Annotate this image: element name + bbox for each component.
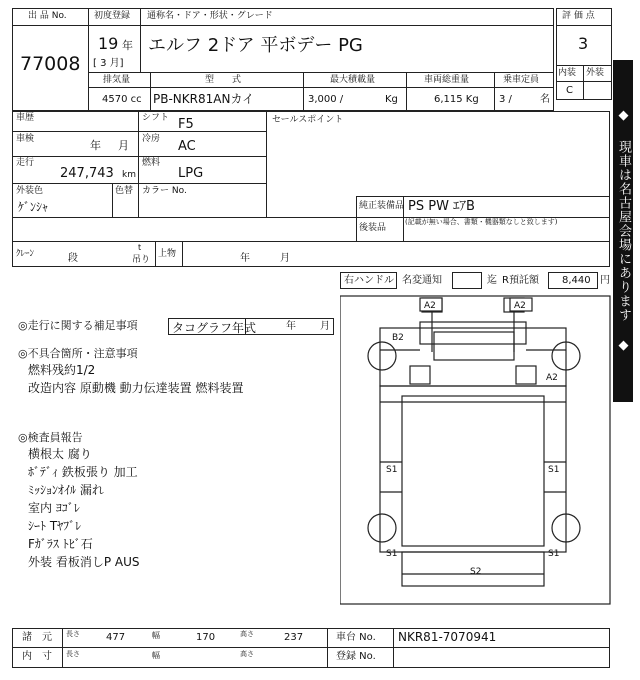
inspector-item: 外装 看板消しP AUS bbox=[28, 555, 140, 569]
wheel-rear-left bbox=[368, 514, 396, 542]
name-label: 通称名・ドア・形状・グレード bbox=[147, 11, 273, 21]
inspector-item: 室内 ﾖｺﾞﾚ bbox=[28, 501, 80, 515]
reg-year-unit: 年 bbox=[122, 39, 133, 52]
cargo-floor bbox=[402, 396, 544, 546]
steering: 右ハンドル bbox=[344, 275, 394, 286]
inspection-label: 車検 bbox=[16, 134, 35, 144]
fuel: LPG bbox=[178, 166, 204, 181]
tacho-month: 月 bbox=[320, 321, 330, 332]
capacity-unit: 名 bbox=[540, 94, 550, 105]
equipment: PS PW ｴｱB bbox=[408, 199, 475, 214]
model-label: 型 式 bbox=[205, 75, 242, 85]
score-box bbox=[556, 8, 612, 100]
lot-no: 77008 bbox=[20, 53, 81, 75]
vehicle-name: エルフ 2ドア 平ボデー PG bbox=[148, 35, 363, 56]
upper-label: 上物 bbox=[158, 249, 177, 259]
gross-weight: 6,115 Kg bbox=[434, 94, 479, 105]
paint-label: 色替 bbox=[115, 186, 134, 196]
color-no-label: カラー No. bbox=[142, 186, 187, 196]
inspector-title: ◎検査員報告 bbox=[18, 431, 83, 444]
exterior-label: 外装 bbox=[586, 68, 605, 78]
defects-title: ◎不具合箇所・注意事項 bbox=[18, 347, 138, 360]
width-label: 幅 bbox=[152, 631, 160, 640]
wheel-front-left bbox=[368, 342, 396, 370]
crane-label: ｸﾚｰﾝ bbox=[16, 249, 35, 259]
shift: F5 bbox=[178, 117, 194, 132]
color: ｹﾞﾝｼｬ bbox=[18, 200, 49, 214]
inner-label: 内 寸 bbox=[22, 651, 52, 662]
interior-grade: C bbox=[566, 85, 573, 96]
displacement-label: 排気量 bbox=[103, 75, 131, 85]
length-label: 長さ bbox=[66, 630, 80, 638]
mark-a2-mirror-left: A2 bbox=[424, 301, 436, 311]
ac: AC bbox=[178, 139, 196, 154]
driving-title: ◎走行に関する補足事項 bbox=[18, 319, 138, 332]
inspector-item: Fｶﾞﾗｽ ﾄﾋﾞ石 bbox=[28, 537, 93, 551]
crane-t: t bbox=[138, 243, 142, 252]
footer-frame bbox=[12, 628, 610, 668]
width: 170 bbox=[196, 632, 216, 643]
recycle-unit: 円 bbox=[600, 275, 610, 286]
upper-year: 年 bbox=[240, 253, 250, 264]
mark-s1-right-top: S1 bbox=[548, 465, 560, 475]
recycle-amount: 8,440 bbox=[562, 275, 591, 286]
reg-no-label: 登録 No. bbox=[336, 651, 376, 662]
equipment-label: 純正装備品 bbox=[359, 201, 405, 211]
mileage-unit: km bbox=[122, 170, 136, 180]
tacho-year: 年 bbox=[286, 321, 296, 332]
inspector-item: ﾐｯｼｮﾝｵｲﾙ 漏れ bbox=[28, 483, 104, 497]
max-load: 3,000 / bbox=[308, 94, 344, 105]
crane-step: 段 bbox=[68, 253, 78, 264]
dims-label: 諸 元 bbox=[22, 632, 52, 643]
aftermarket-label: 後装品 bbox=[359, 223, 387, 233]
mark-s1-left-top: S1 bbox=[386, 465, 398, 475]
color-label: 外装色 bbox=[16, 186, 44, 196]
mark-b2-cab: B2 bbox=[392, 333, 404, 343]
defect-item: 燃料残約1/2 bbox=[28, 363, 96, 377]
height-label: 高さ bbox=[240, 630, 254, 638]
inner-height-label: 高さ bbox=[240, 650, 254, 658]
inner-width-label: 幅 bbox=[152, 651, 160, 660]
capacity-label: 乗車定員 bbox=[503, 75, 540, 85]
inspector-item: ｼｰﾄ Tﾔﾌﾞﾚ bbox=[28, 519, 82, 533]
inspector-item: 横根太 腐り bbox=[28, 447, 92, 461]
mileage: 247,743 bbox=[60, 166, 114, 181]
mark-s2-tail: S2 bbox=[470, 567, 482, 577]
inspector-item: ﾎﾞﾃﾞｨ 鉄板張り 加工 bbox=[28, 465, 138, 479]
interior-label: 内装 bbox=[558, 68, 577, 78]
inner-length-label: 長さ bbox=[66, 650, 80, 658]
score: 3 bbox=[578, 34, 589, 53]
cab-body bbox=[380, 328, 566, 386]
cab-roof bbox=[420, 322, 526, 344]
inspection-year: 年 bbox=[90, 139, 101, 152]
mileage-label: 走行 bbox=[16, 158, 35, 168]
mark-a2-side: A2 bbox=[546, 373, 558, 383]
cargo-bed bbox=[380, 386, 566, 552]
recycle-prefix: 迄 bbox=[487, 275, 497, 286]
score-label: 評 価 点 bbox=[562, 11, 595, 21]
reg-label: 初度登録 bbox=[94, 11, 131, 21]
aftermarket-note: (記載が無い場合、書類・機器類なしと致します) bbox=[405, 218, 558, 226]
max-load-unit: Kg bbox=[385, 94, 398, 105]
mark-s1-right-bottom: S1 bbox=[548, 549, 560, 559]
odo-change-box bbox=[452, 272, 482, 289]
mark-s1-left-bottom: S1 bbox=[386, 549, 398, 559]
defect-item: 改造内容 原動機 動力伝達装置 燃料装置 bbox=[28, 381, 244, 395]
details-frame bbox=[12, 111, 610, 267]
windshield bbox=[434, 332, 514, 360]
displacement: 4570 cc bbox=[102, 94, 142, 105]
shift-label: シフト bbox=[142, 113, 170, 123]
crane-hang: 吊り bbox=[132, 255, 151, 265]
lot-no-label: 出 品 No. bbox=[28, 11, 67, 21]
reg-month: [ 3 月] bbox=[93, 58, 124, 69]
mark-a2-mirror-right: A2 bbox=[514, 301, 526, 311]
history-label: 車歴 bbox=[16, 113, 35, 123]
inspection-month: 月 bbox=[118, 139, 129, 152]
max-load-label: 最大積載量 bbox=[330, 75, 376, 85]
upper-month: 月 bbox=[280, 253, 290, 264]
ac-label: 冷房 bbox=[142, 134, 161, 144]
chassis: NKR81-7070941 bbox=[398, 630, 497, 644]
height: 237 bbox=[284, 632, 304, 643]
fuel-label: 燃料 bbox=[142, 158, 161, 168]
capacity: 3 / bbox=[499, 94, 512, 105]
model: PB-NKR81ANカイ bbox=[153, 92, 255, 106]
reg-year: 19 bbox=[98, 34, 119, 53]
recycle-label: R預託額 bbox=[502, 275, 539, 286]
chassis-label: 車台 No. bbox=[336, 632, 376, 643]
sales-point-label: セールスポイント bbox=[272, 115, 344, 125]
odo-change-label: 名変通知 bbox=[402, 275, 442, 286]
length: 477 bbox=[106, 632, 126, 643]
tacho-label: タコグラフ年式 bbox=[172, 321, 257, 335]
truck-damage-diagram bbox=[340, 292, 612, 608]
gross-weight-label: 車両総重量 bbox=[424, 75, 470, 85]
side-banner: ◆ 現車は名古屋会場にあります ◆ bbox=[613, 60, 633, 402]
